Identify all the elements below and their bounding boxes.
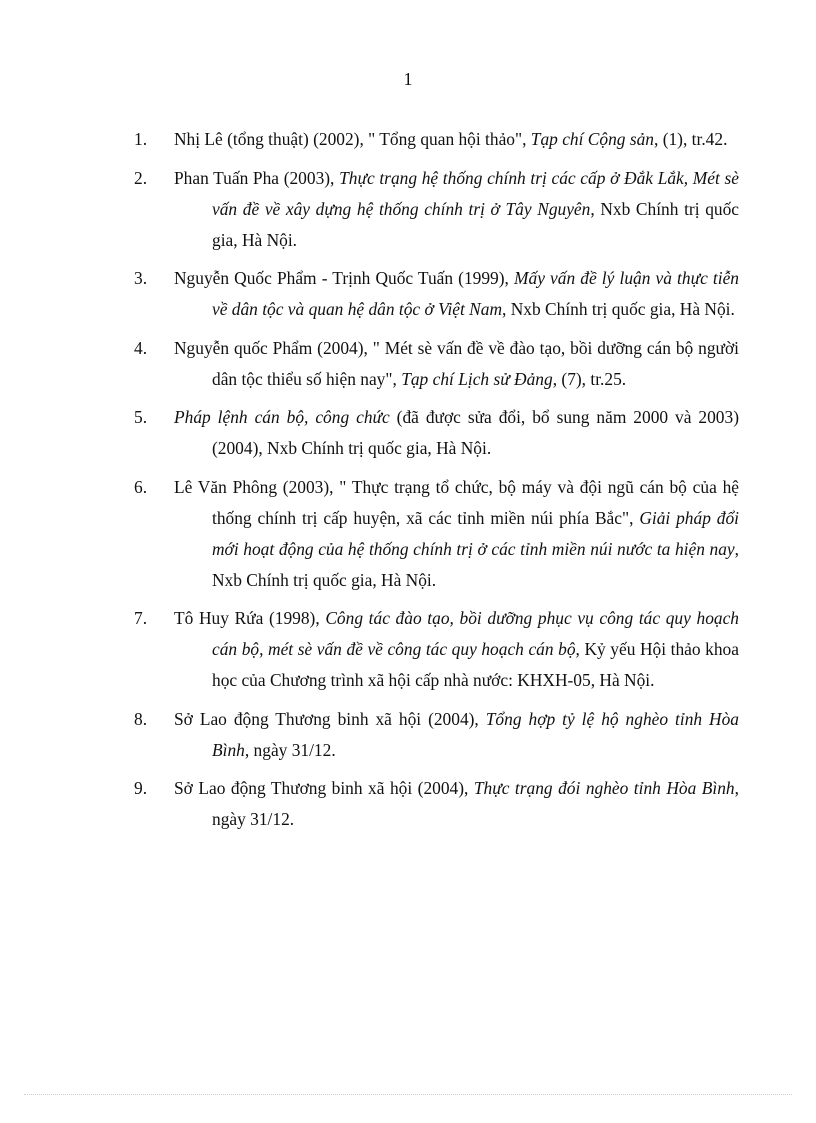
reference-item [0,402,816,464]
reference-text-segment: Nguyễn Quốc Phẩm - Trịnh Quốc Tuấn (1999), [174,268,515,288]
reference-number: 4. [134,337,148,358]
reference-title-italic: Tạp chí Cộng sản [530,129,654,149]
reference-text-segment: Nhị Lê (tổng thuật) (2002), " Tổng quan hội thảo", [174,129,531,149]
reference-text-segment: Phan Tuấn Pha (2003), [174,167,340,188]
reference-text-segment: , Nxb Chính trị quốc gia, Hà Nội. [212,198,739,250]
reference-number: 1. [134,129,148,149]
reference-item [0,263,816,325]
reference-number: 9. [134,778,148,798]
reference-number: 2. [134,167,148,188]
reference-item [0,773,816,835]
reference-number: 3. [134,268,148,288]
reference-title-italic: Tạp chí Lịch sử Đảng [401,368,553,389]
reference-text [174,778,739,829]
reference-text-segment: , Nxb Chính trị quốc gia, Hà Nội. [212,538,739,590]
reference-text [174,476,739,590]
reference-list [0,124,816,843]
reference-text-segment: Sở Lao động Thương binh xã hội (2004), [174,778,474,798]
reference-text [174,129,728,149]
reference-title-italic: Thực trạng hệ thống chính trị các cấp ở Đắk Lắk, Mét sè vấn đề về xây dựng hệ thống chính trị ở Tây Nguyên [212,167,739,219]
reference-text [174,268,739,319]
reference-item [0,333,816,395]
reference-text-segment: , (7), tr.25. [552,368,627,389]
reference-item [0,704,816,766]
reference-title-italic: Công tác đào tạo, bồi dưỡng phục vụ công tác quy hoạch cán bộ, mét sè vấn đề về công tác quy hoạch cán bộ [212,608,739,659]
reference-text-segment: , ngày 31/12. [244,739,336,760]
reference-text [174,708,740,760]
reference-number: 6. [134,476,148,497]
reference-number: 7. [134,608,148,628]
reference-number: 8. [134,708,148,729]
reference-text [174,608,739,690]
reference-title-italic: Giải pháp đổi mới hoạt động của hệ thống chính trị ở các tỉnh miền núi nước ta hiện nay [212,507,739,559]
reference-title-italic: Mấy vấn đề lý luận và thực tiễn về dân tộc và quan hệ dân tộc ở Việt Nam [212,268,739,319]
reference-text-segment: Tô Huy Rứa (1998), [174,608,326,628]
reference-text [174,167,739,250]
reference-text-segment: , ngày 31/12. [212,778,739,829]
reference-text-segment: , Kỷ yếu Hội thảo khoa học của Chương trình xã hội cấp nhà nước: KHXH-05, Hà Nội. [212,639,739,690]
reference-item [0,603,816,696]
reference-item [0,124,816,155]
reference-text-segment: Sở Lao động Thương binh xã hội (2004), [174,708,486,729]
reference-text-segment: , Nxb Chính trị quốc gia, Hà Nội. [502,299,735,319]
reference-text [174,407,739,458]
reference-title-italic: Tổng hợp tỷ lệ hộ nghèo tỉnh Hòa Bình [212,708,740,760]
reference-title-italic: Thực trạng đói nghèo tỉnh Hòa Bình [473,778,735,798]
reference-text [174,337,739,389]
page-number: 1 [403,69,413,89]
reference-text-segment: , (1), tr.42. [654,129,728,149]
reference-number: 5. [134,407,148,427]
reference-item [0,472,816,596]
reference-text-segment: Nguyễn quốc Phẩm (2004), " Mét sè vấn đề về đào tạo, bồi dưỡng cán bộ người dân tộc thiểu số hiện nay", [174,337,739,389]
reference-text-segment: Lê Văn Phông (2003), " Thực trạng tổ chức, bộ máy và đội ngũ cán bộ của hệ thống chính trị cấp huyện, xã các tỉnh miền núi phía Bắc", [174,476,739,528]
page-bottom-divider [24,1094,792,1095]
reference-text-segment: (đã được sửa đổi, bổ sung năm 2000 và 2003) (2004), Nxb Chính trị quốc gia, Hà Nội. [212,407,739,458]
reference-title-italic: Pháp lệnh cán bộ, công chức [174,407,390,427]
reference-item [0,163,816,256]
